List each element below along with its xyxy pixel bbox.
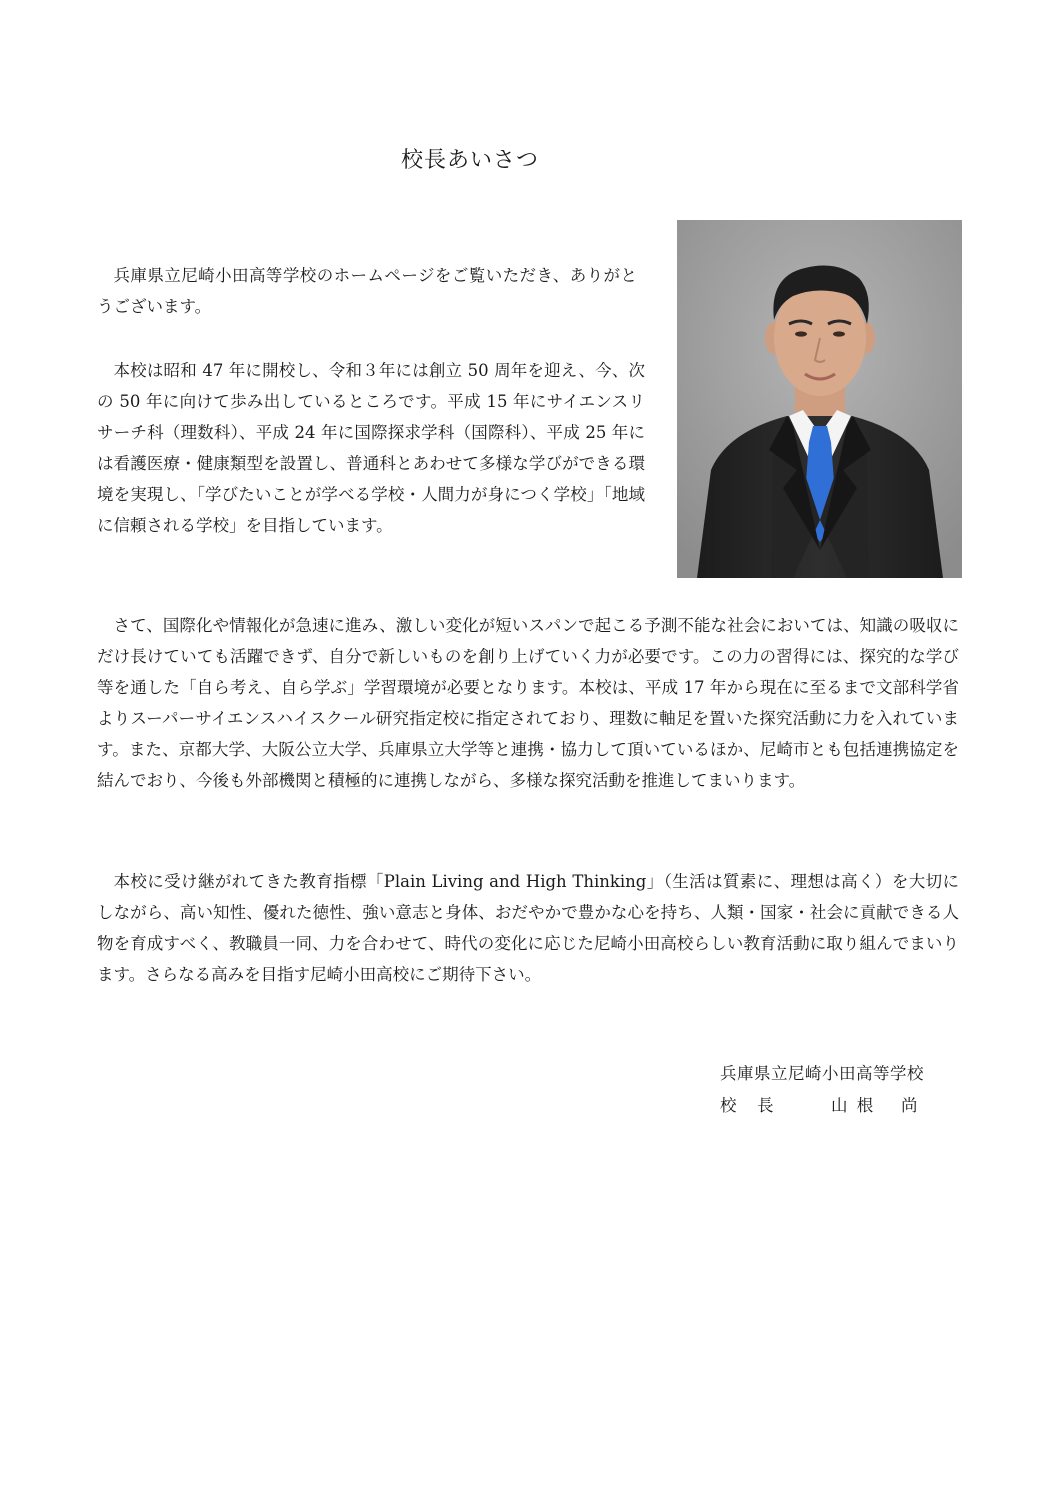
signature-block: [720, 1058, 924, 1122]
signature-name: 山 根 尚: [831, 1096, 920, 1115]
motto-paragraph: 本校に受け継がれてきた教育指標「Plain Living and High Thinking」（生活は質素に、理想は高く）を大切にしながら、高い知性、優れた徳性、強い意志と身体、おだやかで豊かな心を持ち、人類・国家・社会に貢献できる人物を育成すべく、教職員一同、力を合わせて、時代の変化に応じた尼崎小田高校らしい教育活動に取り組んでまいります。さらなる高みを目指す尼崎小田高校にご期待下さい。: [97, 872, 959, 984]
signature-line: [720, 1090, 924, 1122]
signature-school: 兵庫県立尼崎小田高等学校: [720, 1064, 924, 1083]
principal-photo: [677, 220, 962, 578]
school-history-paragraph: 本校は昭和 47 年に開校し、令和３年には創立 50 周年を迎え、今、次の 50 年に向けて歩み出しているところです。平成 15 年にサイエンスリサーチ科（理数科）、平成 24 年に国際探求学科（国際科）、平成 25 年には看護医療・健康類型を設置し、普通科とあわせて多様な学びができる環境を実現し、「学びたいことが学べる学校・人間力が身につく学校」「地域に信頼される学校」を目指しています。: [97, 361, 645, 535]
principal-portrait-icon: [677, 220, 962, 578]
signature-role: 校 長: [720, 1096, 776, 1115]
education-paragraph: さて、国際化や情報化が急速に進み、激しい変化が短いスパンで起こる予測不能な社会においては、知識の吸収にだけ長けていても活躍できず、自分で新しいものを創り上げていく力が必要です。この力の習得には、探究的な学び等を通した「自ら考え、自ら学ぶ」学習環境が必要となります。本校は、平成 17 年から現在に至るまで文部科学省よりスーパーサイエンスハイスクール研究指定校に指定されており、理数に軸足を置いた探究活動に力を入れています。また、京都大学、大阪公立大学、兵庫県立大学等と連携・協力して頂いているほか、尼崎市とも包括連携協定を結んでおり、今後も外部機関と積極的に連携しながら、多様な探究活動を推進してまいります。: [97, 616, 959, 790]
greeting-paragraph: 兵庫県立尼崎小田高等学校のホームページをご覧いただき、ありがとうございます。: [97, 266, 637, 316]
page-title: 校長あいさつ: [400, 148, 539, 173]
